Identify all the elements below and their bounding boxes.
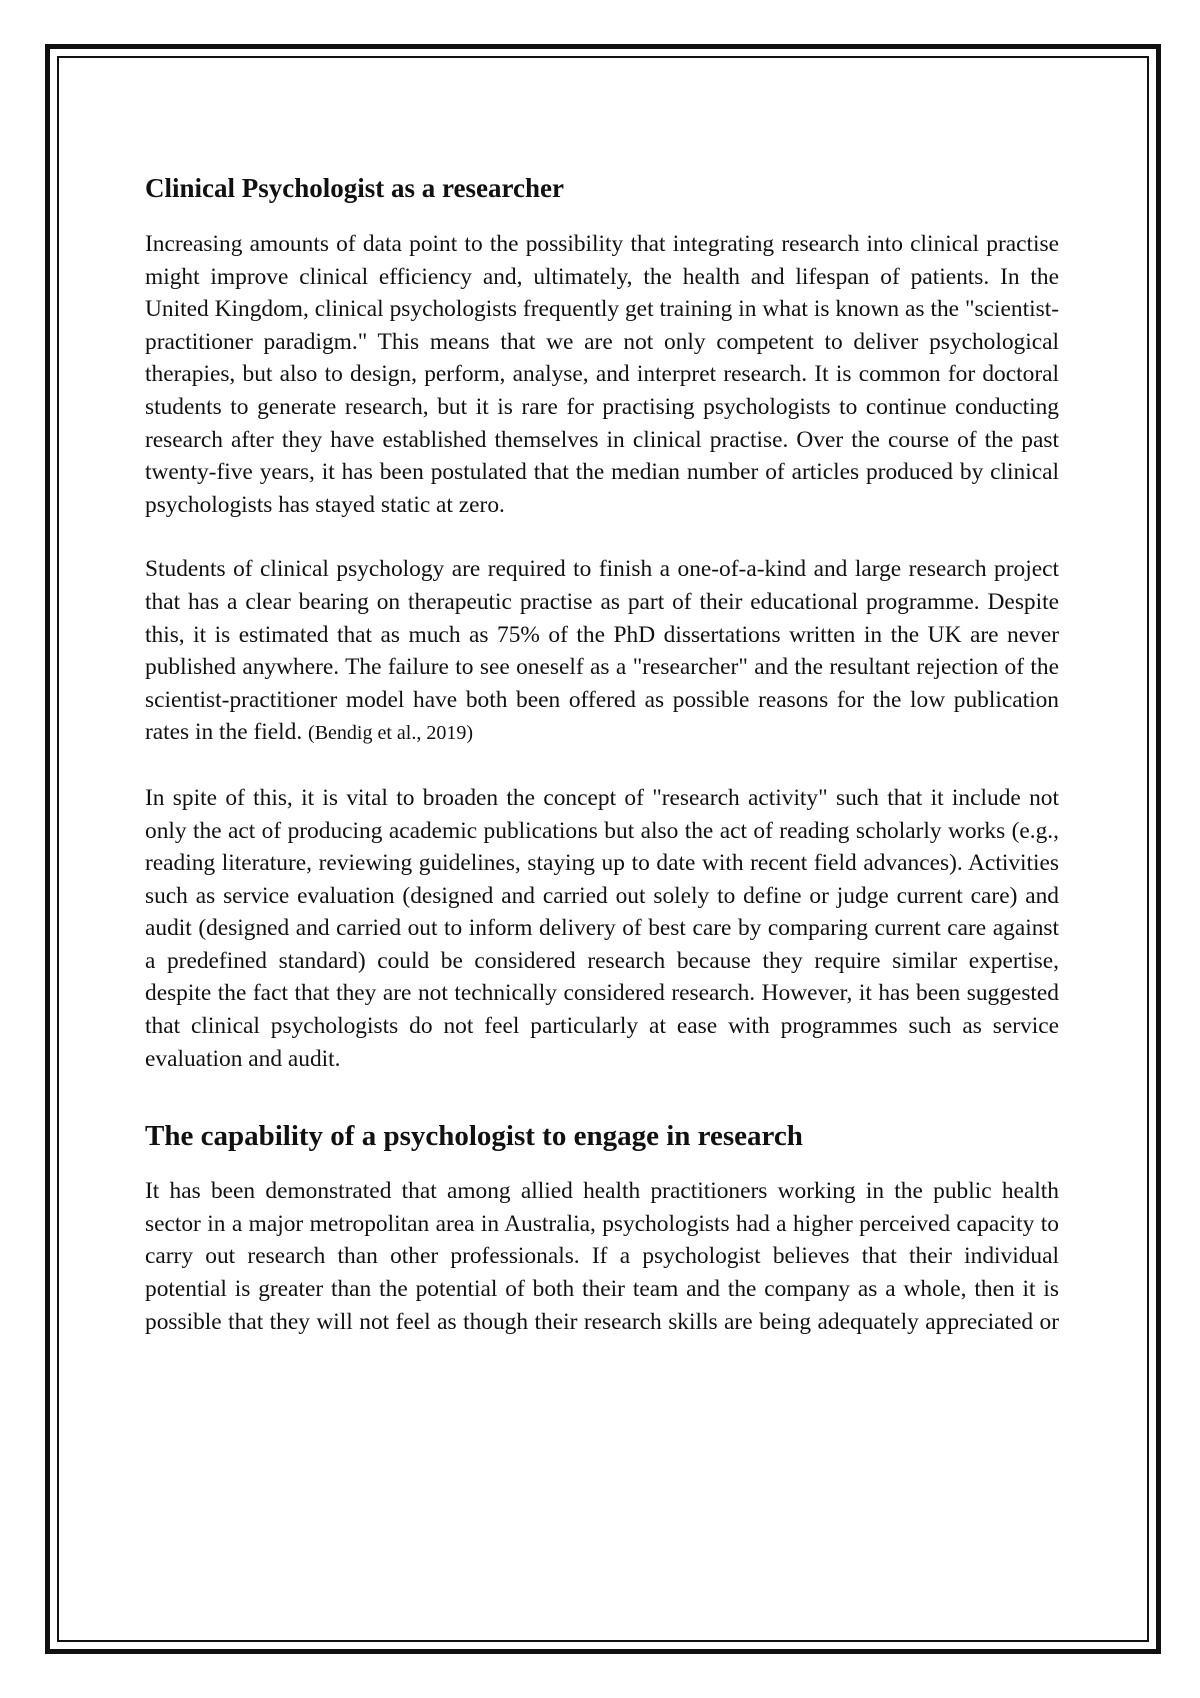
citation: (Bendig et al., 2019) [308,722,474,745]
paragraph-1: Increasing amounts of data point to the possibility that integrating research into clinical practise might improve clinical efficiency and, ultimately, the health and lifespan of patients. In the United Kingdom, clinical psychologists frequently get training in what is known as the "scientist-practitioner paradigm." This means that we are not only competent to deliver psychological therapies, but also to design, perform, analyse, and interpret research. It is common for doctoral students to generate research, but it is rare for practising psychologists to continue conducting research after they have established themselves in clinical practise. Over the course of the past twenty-five years, it has been postulated that the median number of articles produced by clinical psychologists has stayed static at zero. [145,231,1059,518]
paragraph-4: It has been demonstrated that among allied health practitioners working in the public health sector in a major metropolitan area in Australia, psychologists had a higher perceived capacity to carry out research than other professionals. If a psychologist believes that their individual potential is greater than the potential of both their team and the company as a whole, then it is possible that they will not feel as though their research skills are being adequately appreciated or [145,1178,1059,1335]
paragraph-2-text: Students of clinical psychology are required to finish a one-of-a-kind and large research project that has a clear bearing on therapeutic practise as part of their educational programme. Despite this, it is estimated that as much as 75% of the PhD dissertations written in the UK are never published anywhere. The failure to see oneself as a "researcher" and the resultant rejection of the scientist-practitioner model have both been offered as possible reasons for the low publication rates in the field. [145,556,1059,746]
section-heading-clinical-psychologist: Clinical Psychologist as a researcher [145,173,564,203]
section-heading-capability: The capability of a psychologist to engage in research [145,1120,803,1153]
paragraph-2 [145,553,1059,750]
document-body [145,166,1059,1370]
paragraph-3: In spite of this, it is vital to broaden the concept of "research activity" such that it include not only the act of producing academic publications but also the act of reading scholarly works (e.g., reading literature, reviewing guidelines, staying up to date with recent field advances). Activities such as service evaluation (designed and carried out solely to define or judge current care) and audit (designed and carried out to inform delivery of best care by comparing current care against a predefined standard) could be considered research because they require similar expertise, despite the fact that they are not technically considered research. However, it has been suggested that clinical psychologists do not feel particularly at ease with programmes such as service evaluation and audit. [145,784,1059,1072]
